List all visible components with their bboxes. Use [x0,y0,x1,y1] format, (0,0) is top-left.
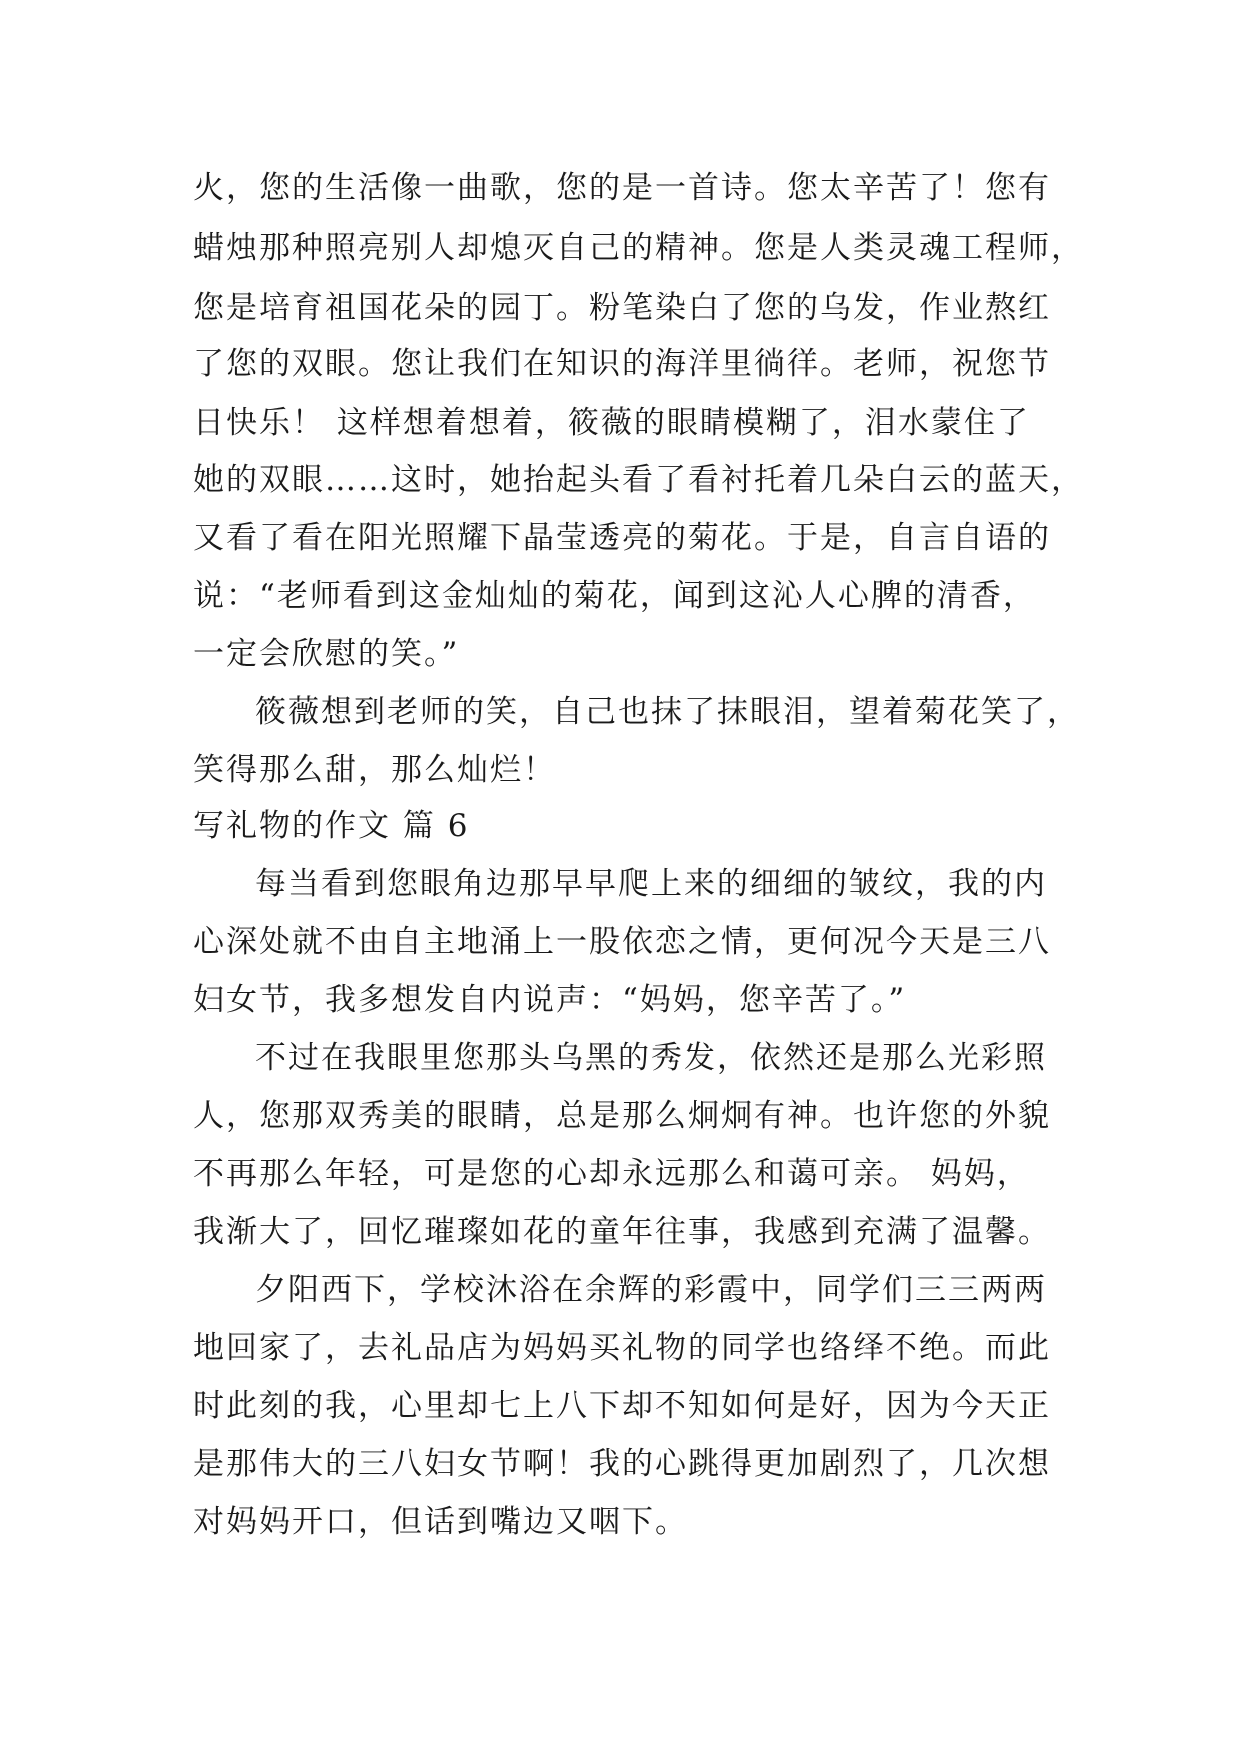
text-line: 妇女节，我多想发自内说声：“妈妈，您辛苦了。” [193,982,907,1018]
text-line: 对妈妈开口，但话到嘴边又咽下。 [193,1504,688,1540]
text-line: 她的双眼……这时，她抬起头看了看衬托着几朵白云的蓝天， [193,462,1084,498]
text-line: 您是培育祖国花朵的园丁。粉笔染白了您的乌发，作业熬红 [193,290,1051,326]
text-line: 地回家了，去礼品店为妈妈买礼物的同学也络绎不绝。而此 [193,1330,1051,1366]
text-line: 人，您那双秀美的眼睛，总是那么炯炯有神。也许您的外貌 [193,1098,1051,1134]
paragraph-first-line: 每当看到您眼角边那早早爬上来的细细的皱纹，我的内 [255,866,1047,902]
paragraph-first-line: 不过在我眼里您那头乌黑的秀发，依然还是那么光彩照 [255,1040,1047,1076]
text-line: 一定会欣慰的笑。” [193,636,460,672]
paragraph-first-line: 筱薇想到老师的笑，自己也抹了抹眼泪，望着菊花笑了， [255,694,1080,730]
text-line: 时此刻的我，心里却七上八下却不知如何是好，因为今天正 [193,1388,1051,1424]
text-line: 我渐大了，回忆璀璨如花的童年往事，我感到充满了温馨。 [193,1214,1051,1250]
text-line: 是那伟大的三八妇女节啊！我的心跳得更加剧烈了，几次想 [193,1446,1051,1482]
section-heading: 写礼物的作文 篇 6 [193,808,470,844]
text-line: 又看了看在阳光照耀下晶莹透亮的菊花。于是，自言自语的 [193,520,1051,556]
text-line: 日快乐！ 这样想着想着，筱薇的眼睛模糊了，泪水蒙住了 [193,405,1030,441]
text-line: 心深处就不由自主地涌上一股依恋之情，更何况今天是三八 [193,924,1051,960]
text-line: 蜡烛那种照亮别人却熄灭自己的精神。您是人类灵魂工程师， [193,230,1084,266]
text-line: 说：“老师看到这金灿灿的菊花，闻到这沁人心脾的清香， [193,578,1036,614]
paragraph-first-line: 夕阳西下，学校沐浴在余辉的彩霞中，同学们三三两两 [255,1272,1047,1308]
text-line: 火，您的生活像一曲歌，您的是一首诗。您太辛苦了！您有 [193,170,1051,206]
text-line: 笑得那么甜，那么灿烂！ [193,752,556,788]
text-line: 不再那么年轻，可是您的心却永远那么和蔼可亲。 妈妈， [193,1156,1030,1192]
text-line: 了您的双眼。您让我们在知识的海洋里徜徉。老师，祝您节 [193,346,1051,382]
